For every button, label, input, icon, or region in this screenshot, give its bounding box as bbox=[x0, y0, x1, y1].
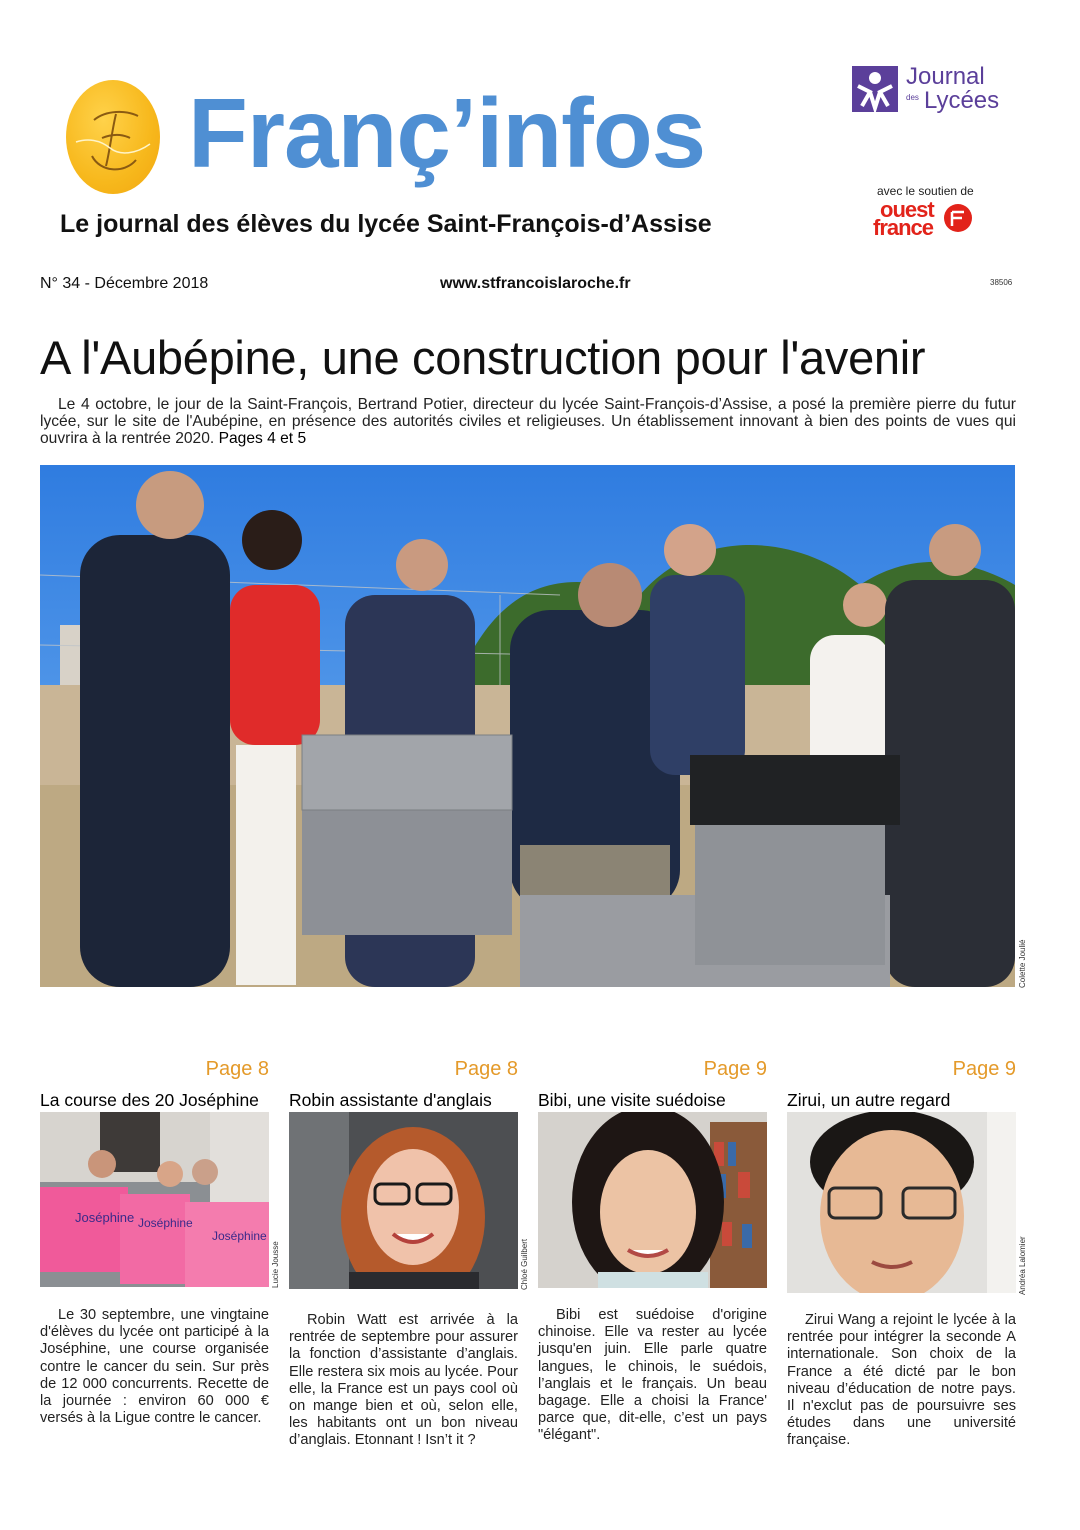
pages-reference: Pages 4 et 5 bbox=[218, 430, 307, 447]
website-link[interactable]: www.stfrancoislaroche.fr bbox=[440, 275, 631, 292]
article-photo-credit: Chloé Guilbert bbox=[520, 1238, 529, 1290]
tshirt-text: Joséphine bbox=[138, 1216, 193, 1230]
issue-number: N° 34 - Décembre 2018 bbox=[40, 275, 209, 292]
article-body: Zirui Wang a rejoint le lycée à la rentrée pour intégrer la seconde A internationale. Son choix de la France a été dicté par le bon niveau d’éducation de notre pays. Il n'exclut pas de poursuivre ses études dans une université française. bbox=[787, 1312, 1016, 1449]
article-photo bbox=[787, 1112, 1016, 1293]
publication-code: 38506 bbox=[990, 278, 1013, 287]
article-body: Bibi est suédoise d'origine chinoise. Elle va rester au lycée jusqu'en juin. Elle parle quatre langues, le chinois, le suédois, l’anglais et le français. Un beau bagage. Elle a choisi la France' parce que, dit-elle, c’est un pays "élégant". bbox=[538, 1307, 767, 1444]
article-body: Robin Watt est arrivée à la rentrée de septembre pour assurer la fonction d’assistante d’anglais. Elle restera six mois au lycée. Pour elle, la France est un pays cool où on mange bien et où, selon elle, les habitants ont un bon niveau d’anglais. Etonnant ! Isn’t it ? bbox=[289, 1312, 518, 1449]
article-page-ref: Page 9 bbox=[703, 1058, 767, 1080]
article-title: La course des 20 Joséphine bbox=[40, 1090, 259, 1110]
article-body: Le 30 septembre, une vingtaine d'élèves du lycée ont participé à la Joséphine, une course organisée contre le cancer du sein. Sur près de 12 000 concurrents. Recette de la journée : environ 60 000 € versés à la Ligue contre le cancer. bbox=[40, 1307, 269, 1427]
newspaper-subtitle: Le journal des élèves du lycée Saint-François-d’Assise bbox=[60, 210, 712, 238]
main-photo-credit: Colette Joulié bbox=[1018, 939, 1027, 988]
tshirt-text: Joséphine bbox=[75, 1210, 135, 1225]
article-page-ref: Page 8 bbox=[454, 1058, 518, 1080]
article-photo bbox=[538, 1112, 767, 1288]
article-title: Bibi, une visite suédoise bbox=[538, 1090, 726, 1110]
journal-des-lycees-icon bbox=[852, 66, 898, 112]
partner-lycees-label: Lycées bbox=[924, 87, 1000, 114]
partner-des-label: des bbox=[906, 93, 919, 102]
support-text: avec le soutien de bbox=[877, 184, 974, 198]
ouest-france-mark-icon bbox=[944, 204, 972, 232]
headline-title: A l'Aubépine, une construction pour l'avenir bbox=[40, 331, 926, 384]
tshirt-text: Joséphine bbox=[212, 1229, 267, 1243]
sponsor-logo-line1: ouest bbox=[880, 197, 934, 222]
partner-journal-label: Journal bbox=[906, 63, 985, 90]
main-photo bbox=[40, 465, 1015, 987]
article-page-ref: Page 9 bbox=[952, 1058, 1016, 1080]
francois-logo-icon bbox=[66, 80, 160, 194]
lead-text: Le 4 octobre, le jour de la Saint-François, Bertrand Potier, directeur du lycée Saint-François-d’Assise, a posé la première pierre du futur lycée, sur le site de l'Aubépine, en présence des autorités civiles et religieuses. Un établissement innovant à bien des points de vues qui ouvrira à la rentrée 2020. bbox=[40, 396, 1016, 447]
headline-lead bbox=[40, 396, 1016, 447]
newspaper-title: Franç’infos bbox=[188, 78, 706, 188]
article-page-ref: Page 8 bbox=[205, 1058, 269, 1080]
article-photo bbox=[289, 1112, 518, 1289]
article-photo-credit: Andréa Lalomier bbox=[1018, 1236, 1027, 1295]
sponsor-logo-line2: france bbox=[873, 215, 934, 240]
article-photo bbox=[40, 1112, 269, 1287]
article-title: Robin assistante d'anglais bbox=[289, 1090, 492, 1110]
article-photo-credit: Lucie Jousse bbox=[271, 1241, 280, 1288]
article-title: Zirui, un autre regard bbox=[787, 1090, 951, 1110]
